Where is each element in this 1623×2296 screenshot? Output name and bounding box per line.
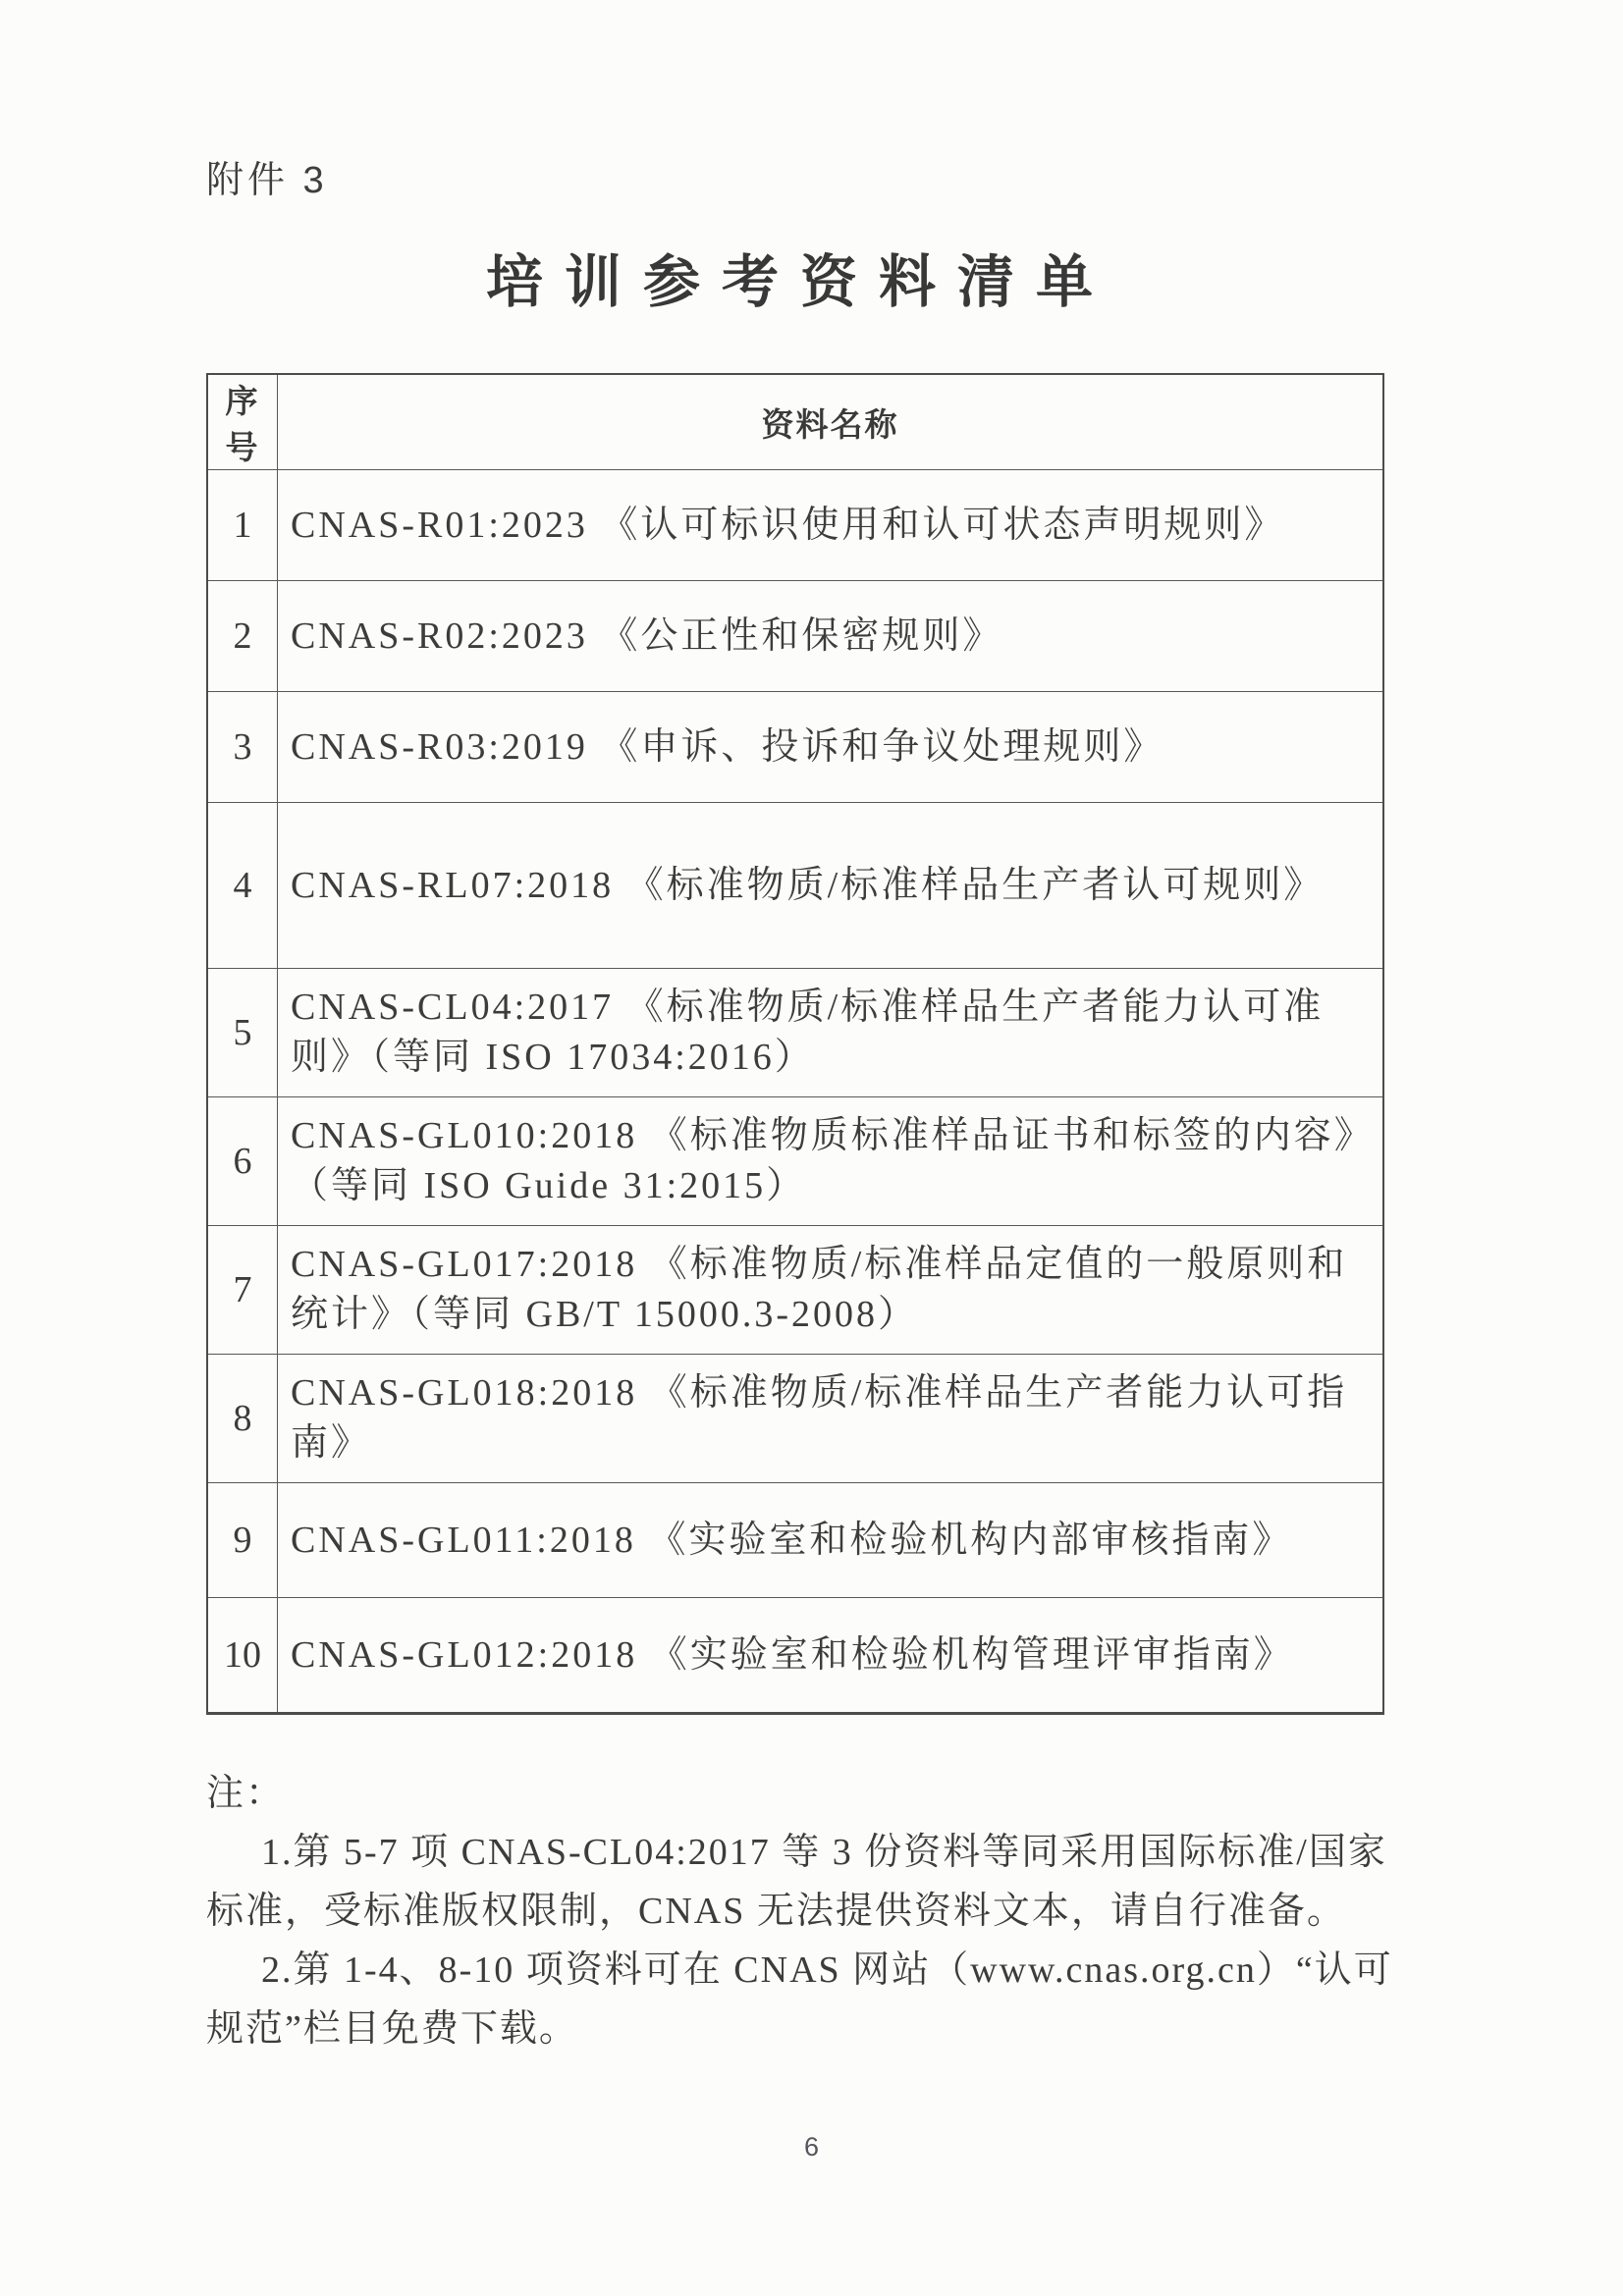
table-row — [207, 1226, 1383, 1355]
table-row — [207, 1355, 1383, 1483]
table-row — [207, 470, 1383, 581]
table-row — [207, 969, 1383, 1097]
column-header-material-name: 资料名称 — [278, 374, 1384, 470]
page-number: 6 — [803, 2132, 820, 2162]
row-index-cell: 10 — [207, 1598, 278, 1714]
row-material-name-cell: CNAS-GL017:2018 《标准物质/标准样品定值的一般原则和统计》（等同 GB/T 15000.3-2008） — [278, 1226, 1384, 1355]
page-title: 培训参考资料清单 — [485, 250, 1114, 314]
row-material-name-cell: CNAS-CL04:2017 《标准物质/标准样品生产者能力认可准则》（等同 ISO 17034:2016） — [278, 969, 1384, 1097]
row-material-name-cell: CNAS-GL010:2018 《标准物质标准样品证书和标签的内容》（等同 ISO Guide 31:2015） — [278, 1097, 1384, 1226]
row-index-cell: 6 — [207, 1097, 278, 1226]
notes-section — [206, 1764, 1394, 2058]
row-index-cell: 3 — [207, 692, 278, 803]
notes-label: 注： — [206, 1773, 286, 1814]
row-index-cell: 7 — [207, 1226, 278, 1355]
row-index-cell: 5 — [207, 969, 278, 1097]
table-row — [207, 1598, 1383, 1714]
row-material-name-cell: CNAS-GL018:2018 《标准物质/标准样品生产者能力认可指南》 — [278, 1355, 1384, 1483]
row-material-name-cell: CNAS-R02:2023 《公正性和保密规则》 — [278, 581, 1384, 692]
row-index-cell: 8 — [207, 1355, 278, 1483]
row-material-name-cell: CNAS-R03:2019 《申诉、投诉和争议处理规则》 — [278, 692, 1384, 803]
table-row — [207, 692, 1383, 803]
attachment-label: 附件 3 — [206, 160, 328, 201]
reference-materials-table — [206, 373, 1384, 1715]
row-material-name-cell: CNAS-RL07:2018 《标准物质/标准样品生产者认可规则》 — [278, 803, 1384, 969]
note-item-1: 1.第 5-7 项 CNAS-CL04:2017 等 3 份资料等同采用国际标准/国家标准，受标准版权限制，CNAS 无法提供资料文本，请自行准备。 — [206, 1832, 1387, 1932]
table-row — [207, 803, 1383, 969]
table-row — [207, 581, 1383, 692]
table-row — [207, 1483, 1383, 1598]
row-material-name-cell: CNAS-R01:2023 《认可标识使用和认可状态声明规则》 — [278, 470, 1384, 581]
row-index-cell: 4 — [207, 803, 278, 969]
row-index-cell: 9 — [207, 1483, 278, 1598]
row-material-name-cell: CNAS-GL012:2018 《实验室和检验机构管理评审指南》 — [278, 1598, 1384, 1714]
row-material-name-cell: CNAS-GL011:2018 《实验室和检验机构内部审核指南》 — [278, 1483, 1384, 1598]
row-index-cell: 2 — [207, 581, 278, 692]
table-row — [207, 1097, 1383, 1226]
table-header — [207, 374, 1383, 470]
note-item-2: 2.第 1-4、8-10 项资料可在 CNAS 网站（www.cnas.org.cn）“认可规范”栏目免费下载。 — [206, 1949, 1393, 2050]
row-index-cell: 1 — [207, 470, 278, 581]
table-body — [207, 470, 1383, 1714]
column-header-index: 序号 — [207, 374, 278, 470]
table-header-row — [207, 374, 1383, 470]
